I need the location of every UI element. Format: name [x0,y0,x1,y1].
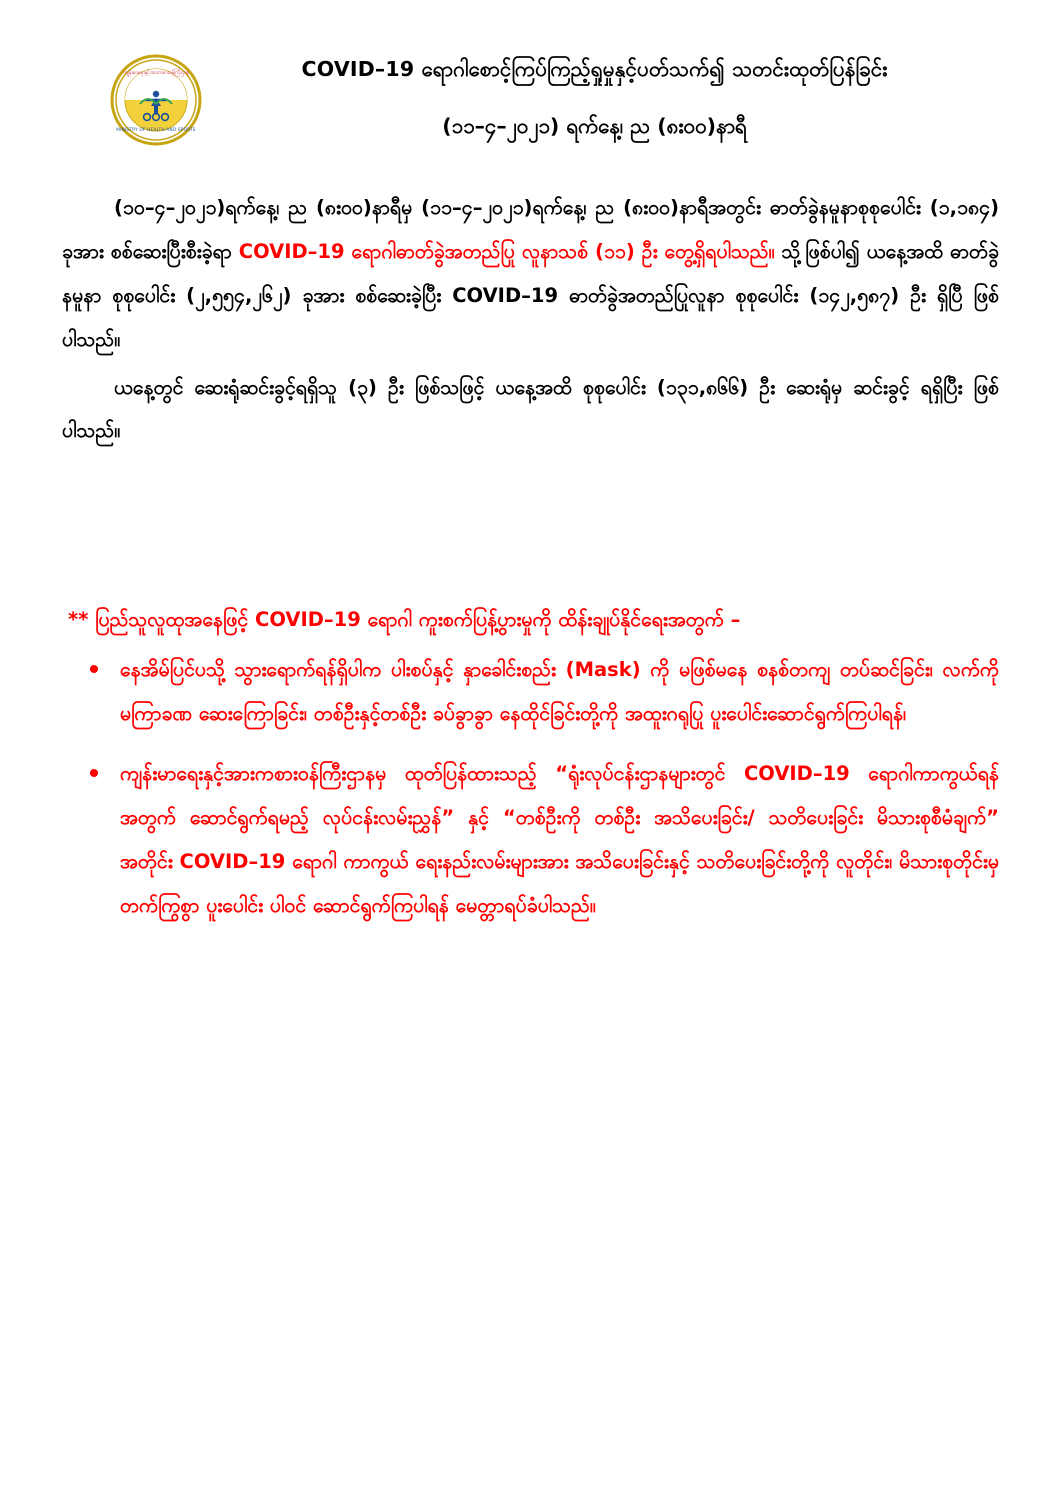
advisory-item-text: ကျန်းမာရေးနှင့်အားကစားဝန်ကြီးဌာနမှ ထုတ်ပြန်ထားသည့် “ရုံးလုပ်ငန်းဌာနများတွင် COVID–19 ရောဂါကာကွယ်ရန်အတွက် ဆောင်ရွက်ရမည့် လုပ်ငန်းလမ်းညွှန်” နှင့် “တစ်ဦးကို တစ်ဦး အသိပေးခြင်း/ သတိပေးခြင်း မိသားစုစီမံချက်” အတိုင်း COVID–19 ရောဂါ ကာကွယ် ရေးနည်းလမ်းများအား အသိပေးခြင်းနှင့် သတိပေးခြင်းတို့ကို လူတိုင်း၊ မိသားစုတိုင်းမှ တက်ကြွစွာ ပူးပေါင်း ပါဝင် ဆောင်ရွက်ကြပါရန် မေတ္တာရပ်ခံပါသည်။ [120,762,999,917]
advisory-heading: ** ပြည်သူလူထုအနေဖြင့် COVID–19 ရောဂါ ကူးစက်ပြန့်ပွားမှုကို ထိန်းချုပ်နိုင်ရေးအတွက် – [68,608,741,632]
advisory-list [62,648,999,927]
para1-run-1: (၁၀–၄–၂၀၂၁)ရက်နေ့၊ ည (၈း၀၀)နာရီမှ (၁၁–၄–၂၀၂၁)ရက်နေ့၊ ည (၈း၀၀)နာရီအတွင်း ဓာတ်ခွဲနမူနာစုစုပေါင်း (၁,၁၈၄) ခုအား စစ်ဆေးပြီးစီးခဲ့ရာ [62,196,999,263]
para2-run-1: ယနေ့တွင် ဆေးရုံဆင်းခွင့်ရရှိသူ (၃) ဦး ဖြစ်သဖြင့် ယနေ့အထိ စုစုပေါင်း (၁၃၁,၈၆၆) ဦး ဆေးရုံမှ ဆင်းခွင့် ရရှိပြီး ဖြစ်ပါသည်။ [62,375,999,443]
document-header [62,40,999,146]
header-title-block [220,54,999,142]
svg-text:ကျန်းမာရေးနှင့်အားကစားဝန်ကြီးဌ: ကျန်းမာရေးနှင့်အားကစားဝန်ကြီးဌာန [123,70,189,76]
document-title: COVID–19 ရောဂါစောင့်ကြပ်ကြည့်ရှုမှုနှင့်ပတ်သက်၍ သတင်းထုတ်ပြန်ခြင်း [301,57,888,81]
para1-run-3: သို့ဖြစ်ပါ၍ ယနေ့အထိ ဓာတ်ခွဲနမူနာ စုစုပေါင်း (၂,၅၅၄,၂၆၂) ခုအား စစ်ဆေးခဲ့ပြီး COVID–19 ဓာတ်ခွဲအတည်ပြုလူနာ စုစုပေါင်း (၁၄၂,၅၈၇) ဦး ရှိပြီ ဖြစ်ပါသည်။ [62,239,999,351]
bullet-icon [90,665,98,673]
document-body [62,186,999,453]
paragraph-2 [62,366,999,454]
public-advisory-section [62,601,999,927]
ministry-of-health-and-sports-seal-icon [110,54,202,146]
para1-run-2-highlight: COVID–19 ရောဂါဓာတ်ခွဲအတည်ပြု လူနာသစ် (၁၁) ဦး တွေ့ရှိရပါသည်။ [238,239,775,263]
bullet-icon [90,769,98,777]
document-subtitle-datetime: (၁၁–၄–၂၀၂၁) ရက်နေ့၊ ည (၈း၀၀)နာရီ [442,113,747,138]
ministry-seal-logo [110,54,202,146]
list-item [62,752,999,928]
list-item [62,648,999,736]
svg-text:MINISTRY OF HEALTH AND SPORTS: MINISTRY OF HEALTH AND SPORTS [116,127,196,132]
advisory-item-text: နေအိမ်ပြင်ပသို့ သွားရောက်ရန်ရှိပါက ပါးစပ်နှင့် နှာခေါင်းစည်း (Mask) ကို မဖြစ်မနေ စနစ်တကျ တပ်ဆင်ခြင်း၊ လက်ကို မကြာခဏ ဆေးကြောခြင်း၊ တစ်ဦးနှင့်တစ်ဦး ခပ်ခွာခွာ နေထိုင်ခြင်းတို့ကို အထူးဂရုပြု ပူးပေါင်းဆောင်ရွက်ကြပါရန်၊ [120,658,999,726]
paragraph-1 [62,186,999,362]
